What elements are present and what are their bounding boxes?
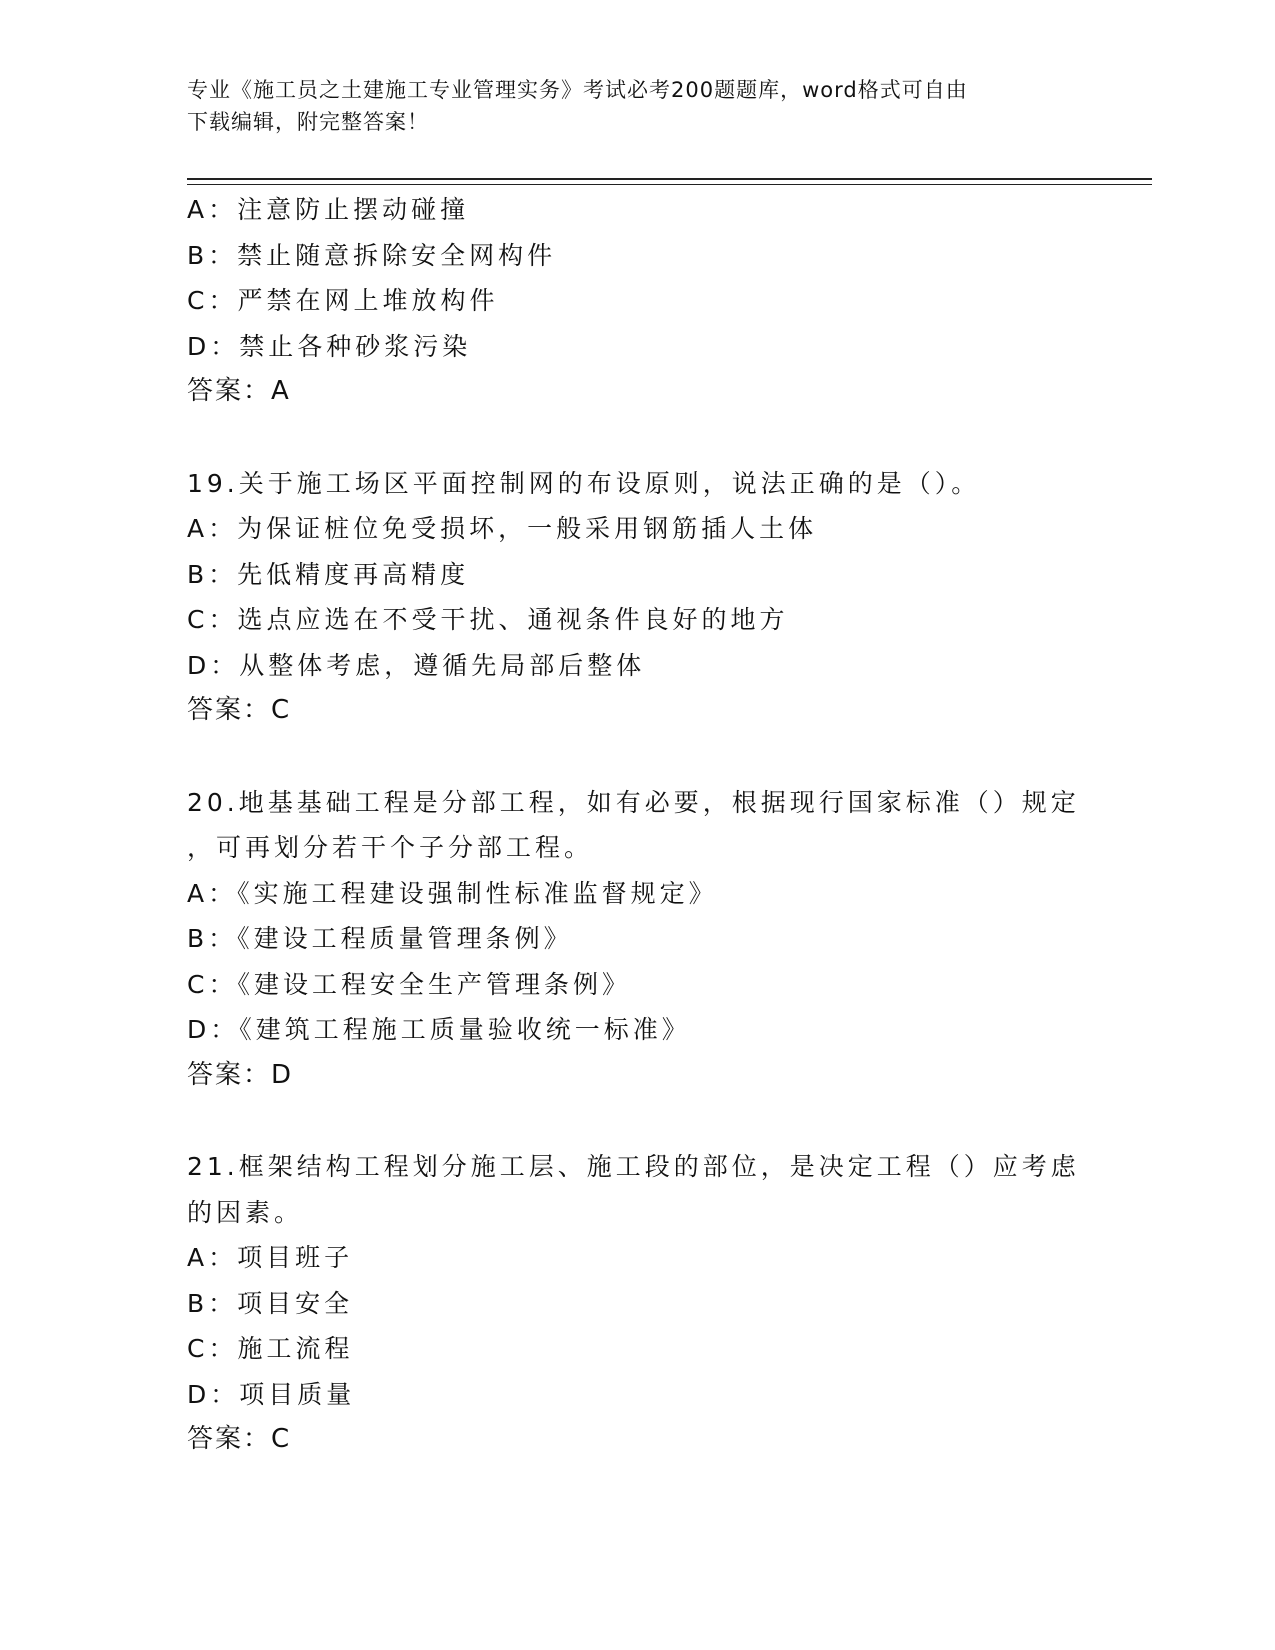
- answer: 答案：A: [187, 376, 291, 406]
- question-20-block: [187, 780, 1087, 1099]
- question-21-block: [187, 1144, 1087, 1463]
- option-d: D：禁止各种砂浆污染: [187, 331, 472, 361]
- option-a: A：注意防止摆动碰撞: [187, 195, 470, 224]
- header-divider-thin: [187, 184, 1152, 185]
- question-text: 21.框架结构工程划分施工层、施工段的部位，是决定工程（）应考虑: [187, 1152, 1080, 1181]
- option-b: B：禁止随意拆除安全网构件: [187, 240, 557, 270]
- option-d: D：《建筑工程施工质量验收统一标准》: [187, 1015, 691, 1044]
- option-a: A：项目班子: [187, 1243, 354, 1272]
- question-text: 19.关于施工场区平面控制网的布设原则，说法正确的是（）。: [187, 468, 981, 498]
- question-list: [187, 187, 1087, 1463]
- question-text-continued: ，可再划分若干个子分部工程。: [187, 833, 594, 862]
- option-a: A：《实施工程建设强制性标准监督规定》: [187, 878, 718, 908]
- question-19-block: [187, 461, 1087, 734]
- option-c: C：严禁在网上堆放构件: [187, 286, 499, 315]
- question-text-continued: 的因素。: [187, 1197, 304, 1227]
- question-18-block: [187, 187, 1087, 415]
- answer: 答案：D: [187, 1059, 294, 1090]
- header-divider-thick: [187, 178, 1152, 180]
- spacer: [187, 1098, 1087, 1144]
- answer: 答案：C: [187, 1424, 292, 1454]
- question-text: 20.地基基础工程是分部工程，如有必要，根据现行国家标准（）规定: [187, 787, 1080, 817]
- option-a: A：为保证桩位免受损坏，一般采用钢筋插人土体: [187, 514, 818, 543]
- option-b: B：先低精度再高精度: [187, 559, 470, 589]
- option-b: B：《建设工程质量管理条例》: [187, 924, 573, 953]
- option-d: D：从整体考虑，遵循先局部后整体: [187, 650, 646, 680]
- answer: 答案：C: [187, 695, 292, 725]
- option-c: C：《建设工程安全生产管理条例》: [187, 969, 631, 999]
- option-b: B：项目安全: [187, 1288, 354, 1318]
- header-line-1: 专业《施工员之土建施工专业管理实务》考试必考200题题库，word格式可自由: [187, 78, 968, 102]
- spacer: [187, 734, 1087, 780]
- option-c: C：选点应选在不受干扰、通视条件良好的地方: [187, 605, 789, 634]
- spacer: [187, 415, 1087, 461]
- header-line-2: 下载编辑，附完整答案！: [187, 110, 429, 134]
- document-header: [187, 74, 1067, 138]
- option-c: C：施工流程: [187, 1334, 354, 1363]
- option-d: D：项目质量: [187, 1379, 356, 1409]
